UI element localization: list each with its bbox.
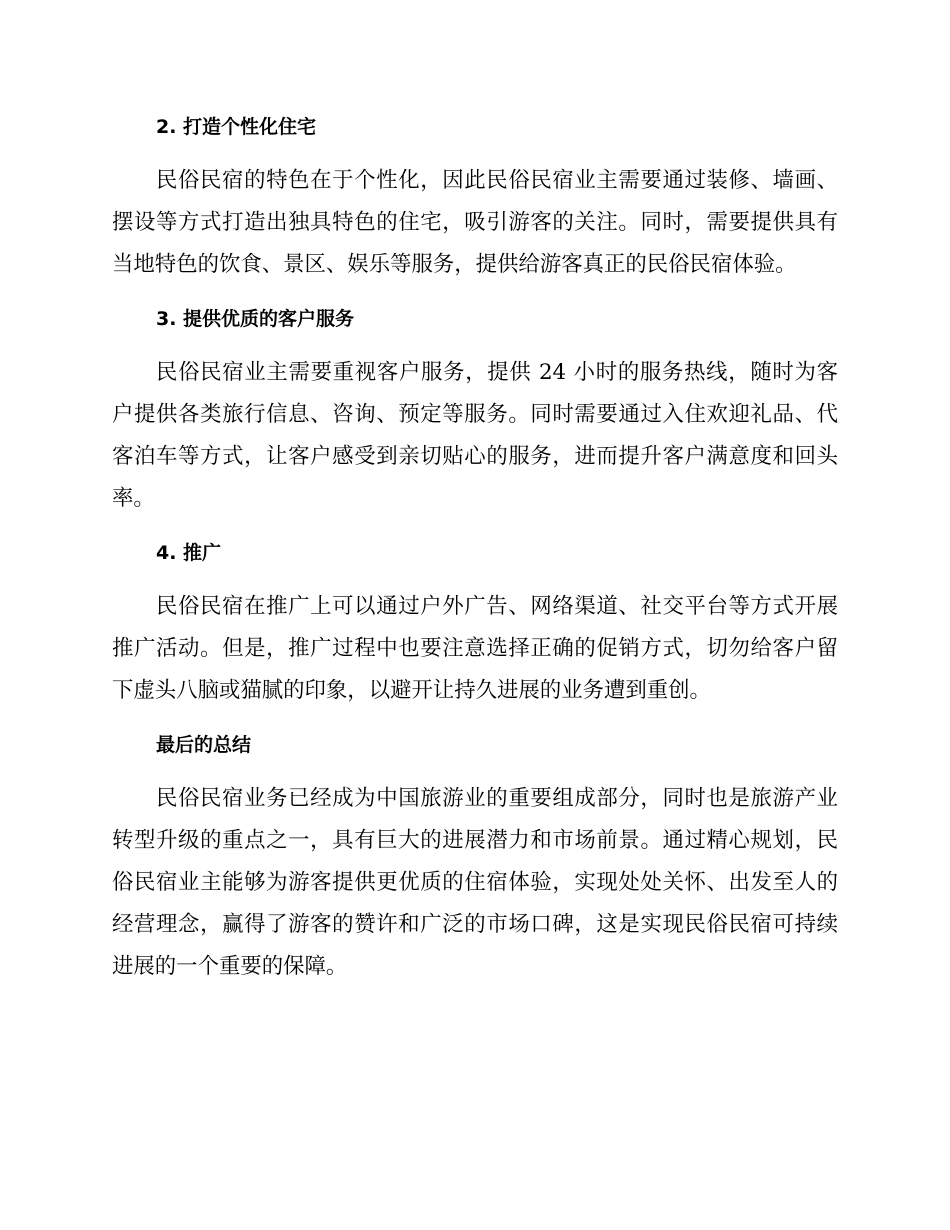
section-heading: 最后的总结	[156, 734, 252, 756]
section-paragraph: 民俗民宿业主需要重视客户服务，提供 24 小时的服务热线，随时为客户提供各类旅行信息、咨询、预定等服务。同时需要通过入住欢迎礼品、代客泊车等方式，让客户感受到亲切贴心的服务，进而提升客户满意度和回头率。	[112, 360, 838, 511]
section-heading: 2. 打造个性化住宅	[156, 116, 317, 138]
section-paragraph: 民俗民宿在推广上可以通过户外广告、网络渠道、社交平台等方式开展推广活动。但是，推广过程中也要注意选择正确的促销方式，切勿给客户留下虚头八脑或猫腻的印象，以避开让持久进展的业务遭到重创。	[112, 594, 838, 703]
document-page	[112, 108, 838, 988]
section-paragraph: 民俗民宿的特色在于个性化，因此民俗民宿业主需要通过装修、墙画、摆设等方式打造出独具特色的住宅，吸引游客的关注。同时，需要提供具有当地特色的饮食、景区、娱乐等服务，提供给游客真正的民俗民宿体验。	[112, 168, 838, 277]
section-paragraph: 民俗民宿业务已经成为中国旅游业的重要组成部分，同时也是旅游产业转型升级的重点之一，具有巨大的进展潜力和市场前景。通过精心规划，民俗民宿业主能够为游客提供更优质的住宿体验，实现处处关怀、出发至人的经营理念，赢得了游客的赞许和广泛的市场口碑，这是实现民俗民宿可持续进展的一个重要的保障。	[112, 786, 838, 979]
section-heading: 4. 推广	[156, 542, 222, 564]
section-heading: 3. 提供优质的客户服务	[156, 308, 355, 330]
section-customer-service	[112, 300, 838, 534]
section-personalized-housing	[112, 108, 838, 300]
section-promotion	[112, 534, 838, 726]
section-conclusion	[112, 726, 838, 988]
